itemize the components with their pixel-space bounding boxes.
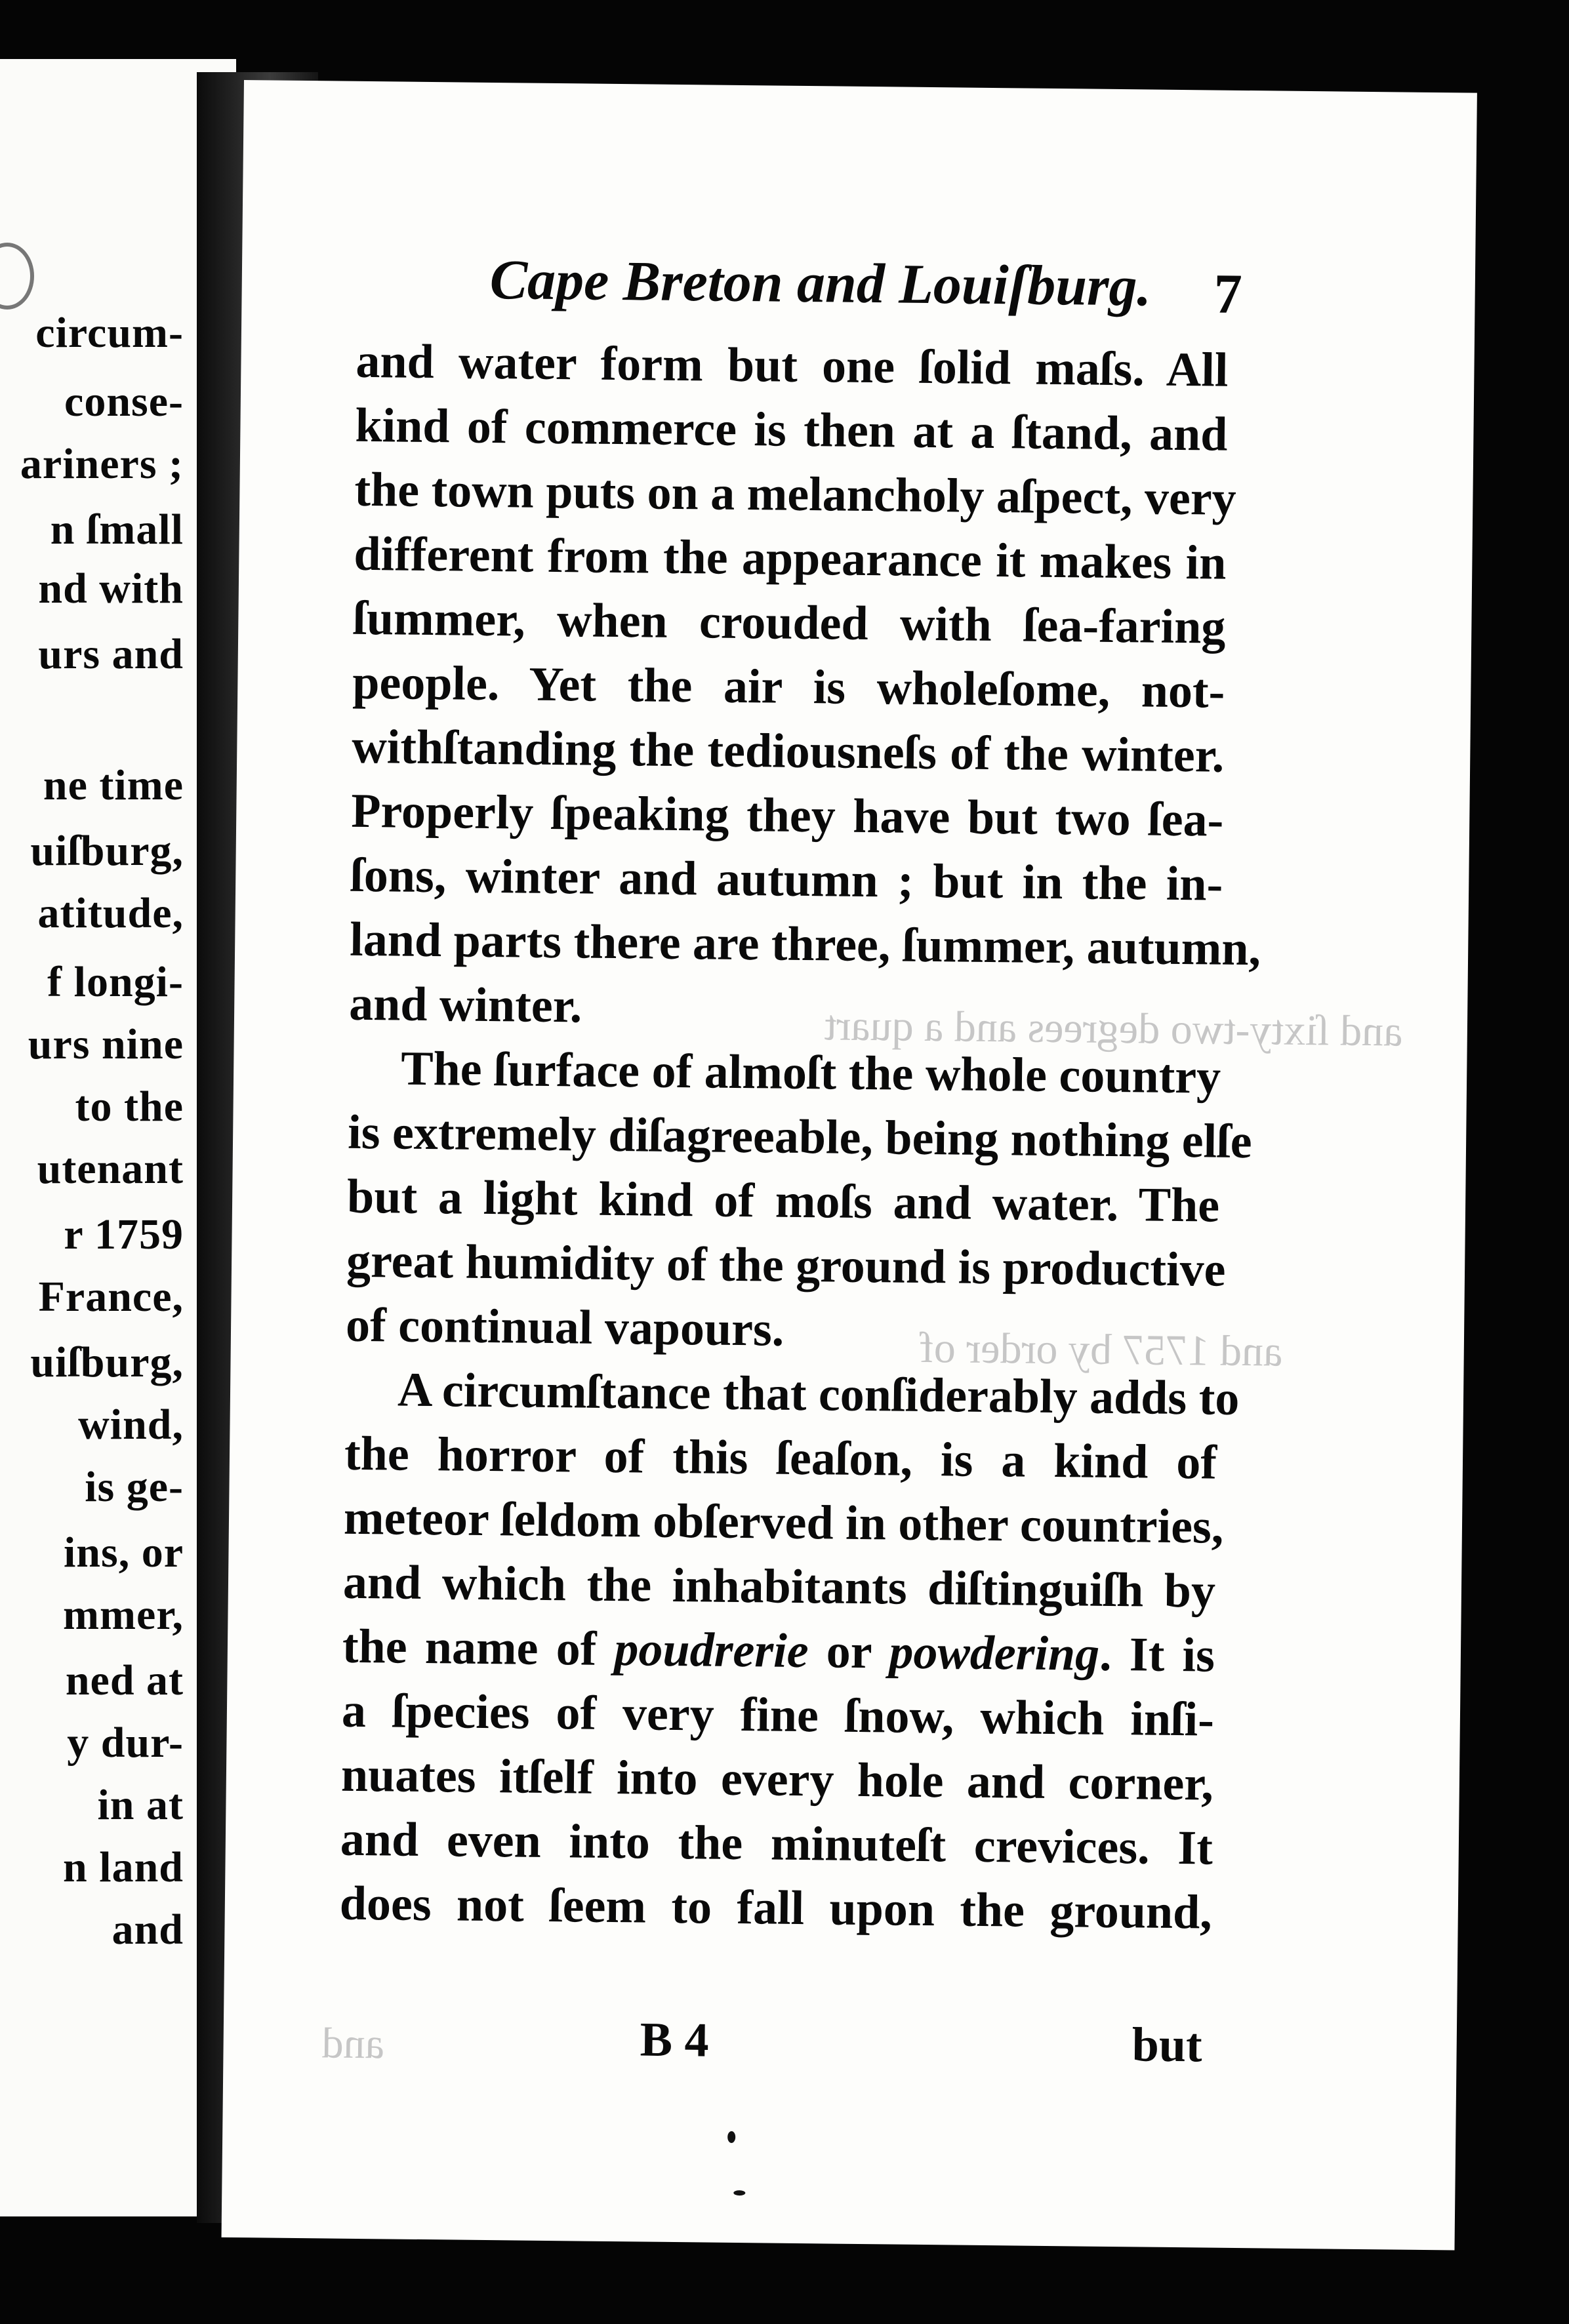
bleed-through-text: and ſixty-two degrees and a quart <box>824 1001 1403 1056</box>
text-line: a ſpecies of very fine ſnow, which inſi- <box>341 1683 1215 1747</box>
text-line: and even into the minuteſt crevices. It <box>340 1812 1213 1875</box>
left-line: n ſmall <box>50 506 184 553</box>
book-page <box>222 80 1477 2251</box>
bleed-through-text: and <box>321 2019 385 2068</box>
line-after: . <box>1099 1627 1130 1682</box>
text-line: withſtanding the tediousneſs of the winter. <box>351 719 1225 783</box>
text-line: A circumſtance that conſiderably adds to <box>397 1363 1240 1426</box>
bleed-through-text: and 1757 by order of <box>919 1323 1283 1376</box>
left-line: to the <box>75 1083 184 1131</box>
text-line: meteor ſeldom obſerved in other countries, <box>343 1491 1224 1554</box>
text-line: ſons, winter and autumn ; but in the in- <box>350 848 1223 912</box>
text-line: nuates itſelf into every hole and corner, <box>340 1748 1214 1811</box>
signature-mark: B 4 <box>640 2013 710 2068</box>
left-line: urs nine <box>28 1020 184 1068</box>
ink-speck <box>733 2190 745 2195</box>
left-line: y dur- <box>67 1719 184 1767</box>
left-line: France, <box>38 1273 184 1321</box>
text-line: people. Yet the air is wholeſome, not- <box>352 655 1225 719</box>
left-page-letter-fragment <box>0 243 34 310</box>
text-line-with-terms <box>342 1619 1215 1683</box>
line-middle: or <box>808 1624 889 1679</box>
left-line: utenant <box>37 1145 184 1193</box>
text-line: The ſurface of almoſt the whole country <box>400 1041 1221 1104</box>
left-line: atitude, <box>37 889 184 937</box>
catchword: but <box>1131 2018 1203 2073</box>
text-line: is extremely diſagreeable, being nothing elſe <box>347 1105 1253 1169</box>
line-start: the name of <box>342 1619 615 1677</box>
left-line: and <box>112 1906 184 1953</box>
left-line: is ge- <box>85 1463 184 1511</box>
text-line: of continual vapours. <box>345 1298 784 1357</box>
line-end: It is <box>1129 1628 1215 1683</box>
page-number: 7 <box>1213 262 1243 325</box>
text-line: ſummer, when crouded with ſea-faring <box>352 591 1226 654</box>
text-line: kind of commerce is then at a ſtand, and <box>355 398 1228 462</box>
text-line: great humidity of the ground is productive <box>346 1233 1226 1297</box>
running-head: Cape Breton and Louiſburg. <box>489 247 1152 318</box>
text-line: the horror of this ſeaſon, is a kind of <box>344 1426 1217 1490</box>
left-line: nd with <box>38 565 184 612</box>
left-line: uiſburg, <box>30 827 184 875</box>
left-line: in at <box>97 1781 184 1829</box>
left-line: wind, <box>78 1401 184 1449</box>
text-line: and winter. <box>348 976 582 1033</box>
left-line: ins, or <box>63 1529 184 1576</box>
left-line: ned at <box>65 1656 184 1704</box>
ink-speck <box>727 2131 735 2143</box>
text-line: does not ſeem to fall upon the ground, <box>339 1876 1213 1940</box>
text-line: but a light kind of moſs and water. The <box>346 1169 1220 1233</box>
left-line: circum- <box>35 309 184 357</box>
left-line: f longi- <box>47 958 184 1006</box>
left-line: r 1759 <box>64 1211 184 1258</box>
text-line: different from the appearance it makes in <box>354 527 1227 590</box>
left-line: n land <box>63 1843 184 1891</box>
left-line: mmer, <box>63 1591 184 1639</box>
text-line: and water form but one ſolid maſs. All <box>356 334 1229 397</box>
left-line: uiſburg, <box>30 1338 184 1386</box>
text-line: Properly ſpeaking they have but two ſea- <box>350 784 1224 847</box>
text-line: the town puts on a melancholy aſpect, very <box>354 462 1237 526</box>
left-line: ariners ; <box>20 440 184 488</box>
left-line: urs and <box>38 630 184 678</box>
left-line: conse- <box>64 378 184 426</box>
left-line: ne time <box>43 761 184 809</box>
term-powdering: powdering <box>889 1625 1100 1681</box>
text-line: land parts there are three, ſummer, autumn, <box>349 912 1261 976</box>
term-poudrerie: poudrerie <box>614 1622 809 1679</box>
text-line: and which the inhabitants diſtinguiſh by <box>342 1555 1216 1618</box>
